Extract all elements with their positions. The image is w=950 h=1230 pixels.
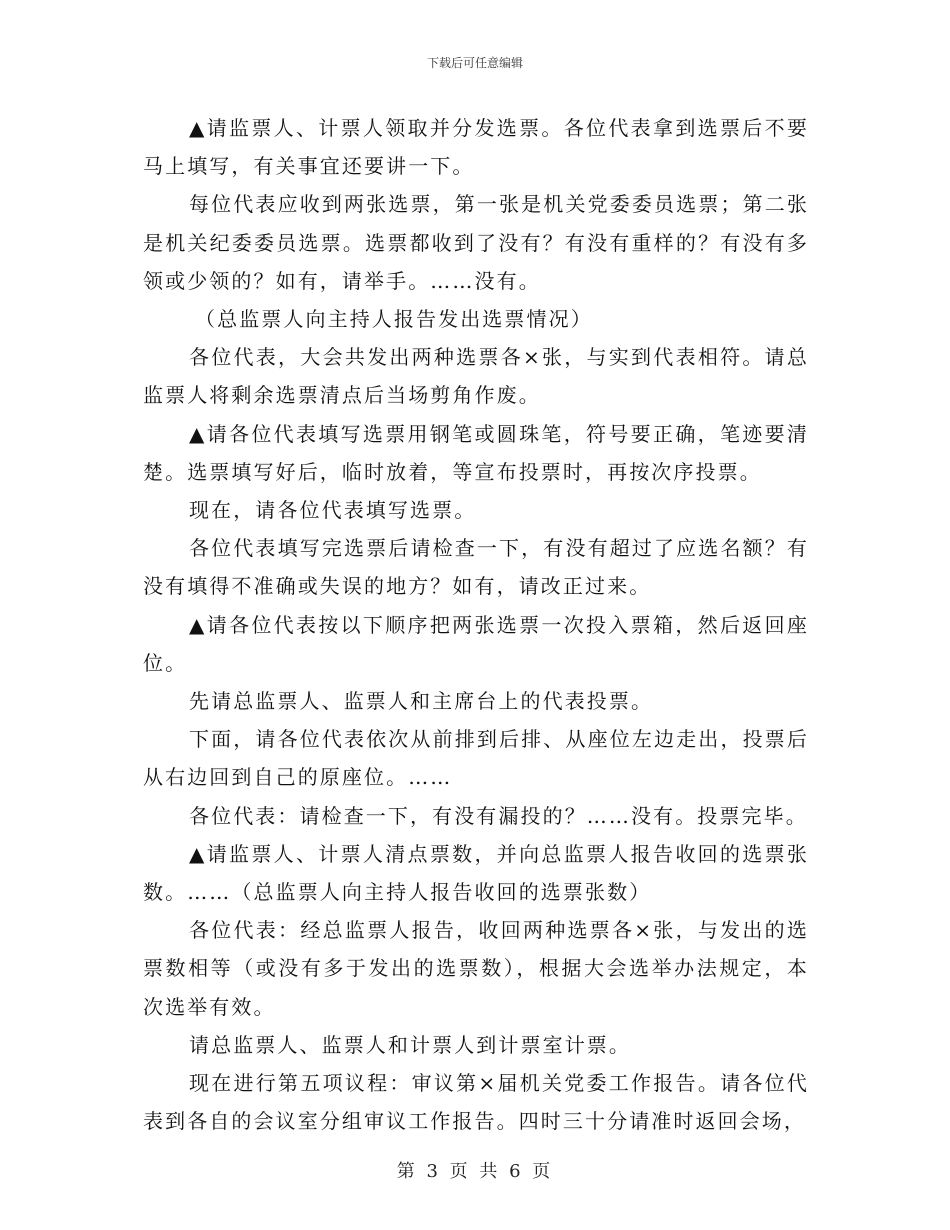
paragraph: 下面，请各位代表依次从前排到后排、从座位左边走出，投票后从右边回到自己的原座位。……: [143, 727, 809, 790]
paragraph: 各位代表填写完选票后请检查一下，有没有超过了应选名额？有没有填得不准确或失误的地方？如有，请改正过来。: [143, 536, 809, 599]
paragraph: ▲请监票人、计票人领取并分发选票。各位代表拿到选票后不要马上填写，有关事宜还要讲一下。: [143, 116, 809, 179]
document-body: [143, 109, 809, 1140]
paragraph: 请总监票人、监票人和计票人到计票室计票。: [189, 1032, 631, 1057]
paragraph-note: （总监票人向主持人报告发出选票情况）: [195, 307, 593, 332]
paragraph: 先请总监票人、监票人和主席台上的代表投票。: [189, 689, 654, 714]
paragraph: 现在，请各位代表填写选票。: [189, 498, 477, 523]
paragraph: 各位代表：请检查一下，有没有漏投的？……没有。投票完毕。: [189, 803, 808, 828]
paragraph: 各位代表：经总监票人报告，收回两种选票各×张，与发出的选票数相等（或没有多于发出的选票数），根据大会选举办法规定，本次选举有效。: [143, 918, 809, 1019]
page-number-footer: 第 3 页 共 6 页: [396, 1161, 554, 1182]
paragraph: ▲请各位代表填写选票用钢笔或圆珠笔，符号要正确，笔迹要清楚。选票填写好后，临时放着，等宣布投票时，再按次序投票。: [143, 421, 809, 484]
paragraph: ▲请各位代表按以下顺序把两张选票一次投入票箱，然后返回座位。: [143, 612, 809, 675]
page-header: 下载后可任意编辑: [426, 56, 523, 70]
paragraph: 现在进行第五项议程：审议第×届机关党委工作报告。请各位代表到各自的会议室分组审议工作报告。四时三十分请准时返回会场，: [143, 1071, 809, 1134]
paragraph: ▲请监票人、计票人清点票数，并向总监票人报告收回的选票张数。……（总监票人向主持人报告收回的选票张数）: [143, 841, 809, 905]
paragraph: 各位代表，大会共发出两种选票各×张，与实到代表相符。请总监票人将剩余选票清点后当场剪角作废。: [143, 345, 809, 408]
paragraph: 每位代表应收到两张选票，第一张是机关党委委员选票；第二张是机关纪委委员选票。选票都收到了没有？有没有重样的？有没有多领或少领的？如有，请举手。……没有。: [143, 192, 809, 293]
